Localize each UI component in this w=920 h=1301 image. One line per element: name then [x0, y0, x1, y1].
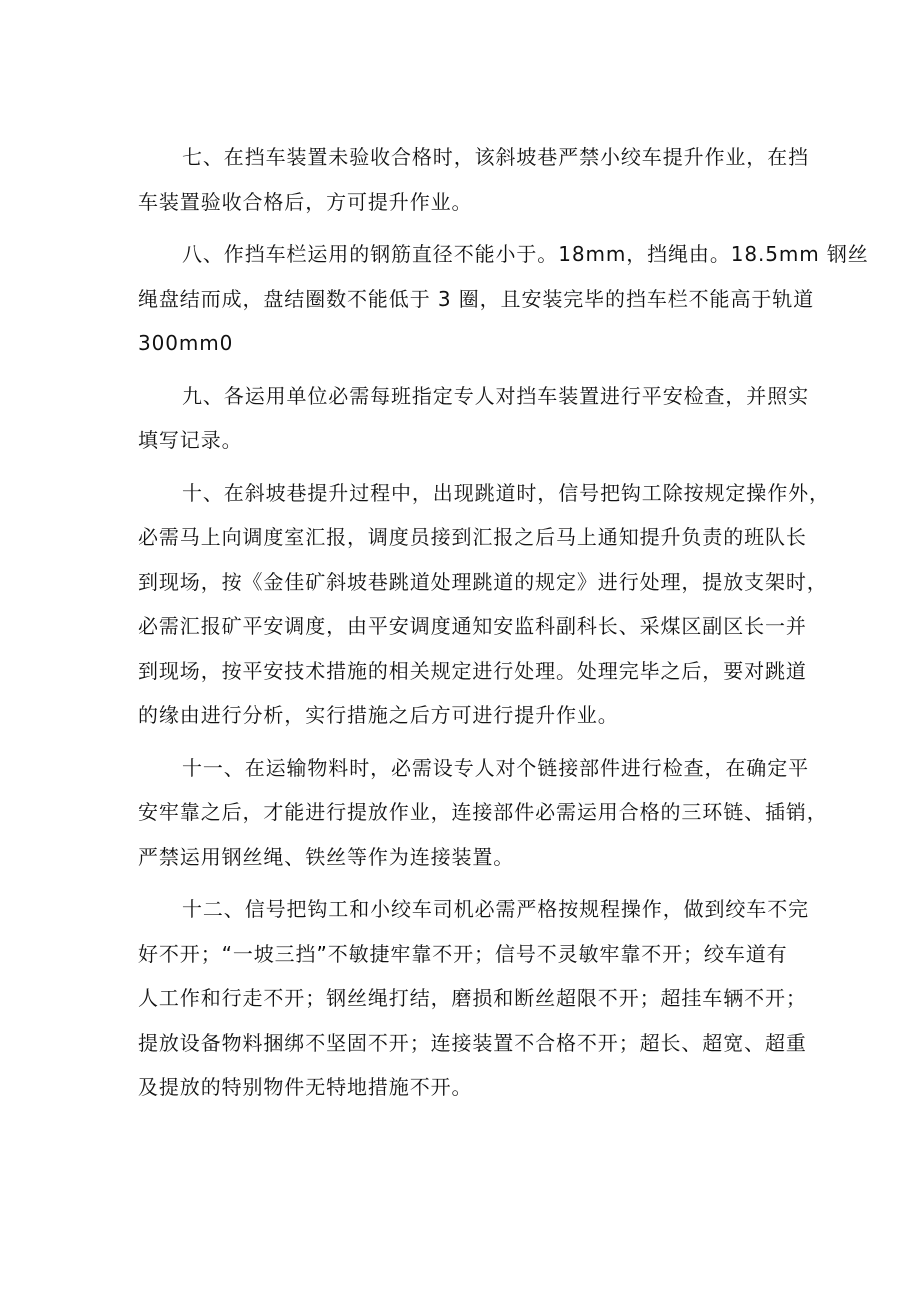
paragraph-line: 300mm0 — [138, 331, 234, 355]
paragraph-line: 提放设备物料捆绑不坚固不开；连接装置不合格不开；超长、超宽、超重 — [138, 1030, 807, 1055]
paragraph-line: 填写记录。 — [138, 428, 243, 452]
paragraph-12 — [138, 887, 809, 1110]
paragraph-8 — [138, 232, 869, 366]
paragraph-line: 人工作和行走不开；钢丝绳打结，磨损和断丝超限不开；超挂车辆不开； — [138, 986, 807, 1010]
paragraph-line: 车装置验收合格后，方可提升作业。 — [138, 189, 473, 214]
paragraph-10 — [138, 471, 830, 738]
paragraph-line: 的缘由进行分析，实行措施之后方可进行提升作业。 — [138, 703, 619, 727]
paragraph-line: 七、在挡车装置未验收合格时，该斜坡巷严禁小绞车提升作业，在挡 — [182, 145, 809, 169]
paragraph-line: 到现场，按《金佳矿斜坡巷跳道处理跳道的规定》进行处理，提放支架时， — [138, 569, 828, 594]
document-body — [138, 135, 869, 1118]
paragraph-line: 及提放的特别物件无特地措施不开。 — [138, 1075, 473, 1099]
paragraph-9 — [138, 374, 809, 463]
paragraph-line: 必需汇报矿平安调度，由平安调度通知安监科副科长、采煤区副区长一并 — [138, 614, 807, 638]
paragraph-line: 十二、信号把钩工和小绞车司机必需严格按规程操作，做到绞车不完 — [182, 897, 809, 921]
paragraph-line: 八、作挡车栏运用的钢筋直径不能小于。18mm，挡绳由。18.5mm 钢丝 — [182, 242, 869, 266]
paragraph-line: 安牢靠之后，才能进行提放作业，连接部件必需运用合格的三环链、插销， — [138, 800, 828, 824]
paragraph-line: 好不开；“一坡三挡”不敏捷牢靠不开；信号不灵敏牢靠不开；绞车道有 — [138, 941, 788, 966]
paragraph-7 — [138, 135, 809, 224]
paragraph-11 — [138, 746, 828, 880]
paragraph-line: 严禁运用钢丝绳、铁丝等作为连接装置。 — [138, 844, 515, 869]
paragraph-line: 十一、在运输物料时，必需设专人对个链接部件进行检查，在确定平 — [182, 755, 809, 780]
paragraph-line: 九、各运用单位必需每班指定专人对挡车装置进行平安检查，并照实 — [182, 383, 809, 408]
paragraph-line: 必需马上向调度室汇报，调度员接到汇报之后马上通知提升负责的班队长 — [138, 525, 807, 549]
paragraph-line: 到现场，按平安技术措施的相关规定进行处理。处理完毕之后，要对跳道 — [138, 658, 807, 683]
paragraph-line: 绳盘结而成，盘结圈数不能低于 3 圈，且安装完毕的挡车栏不能高于轨道 — [138, 286, 815, 311]
paragraph-line: 十、在斜坡巷提升过程中，出现跳道时，信号把钩工除按规定操作外， — [182, 480, 830, 505]
